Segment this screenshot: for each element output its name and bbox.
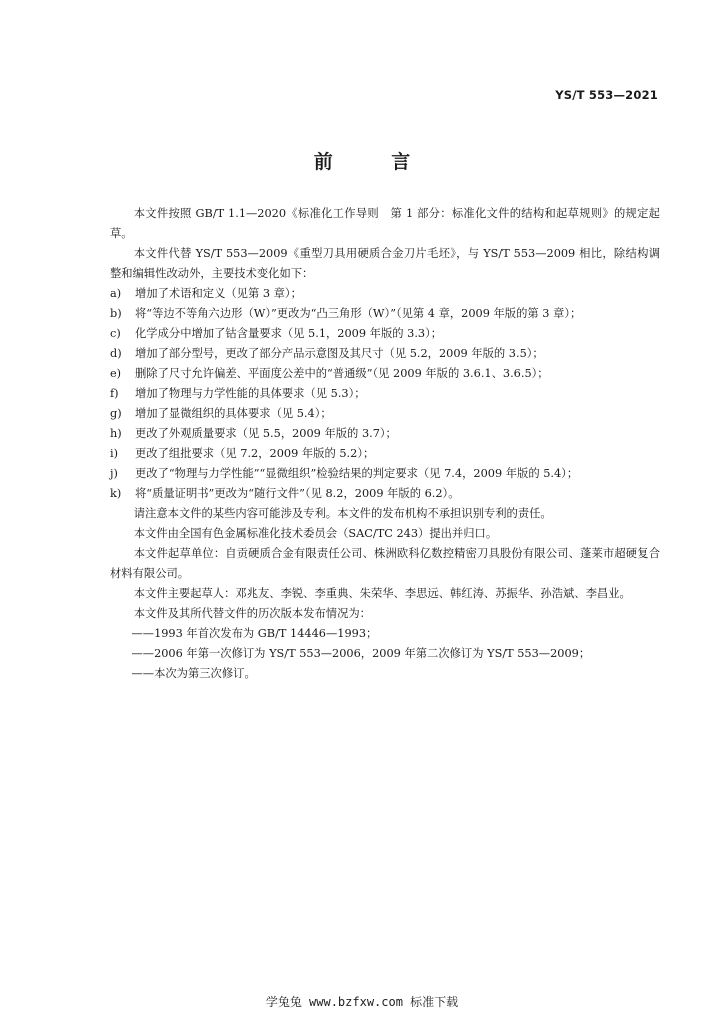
history-list — [110, 624, 660, 684]
watermark-footer: 学兔兔 www.bzfxw.com 标准下载 — [265, 995, 459, 1009]
list-item-label: j) — [110, 467, 118, 480]
history-item: ——1993 年首次发布为 GB/T 14446—1993； — [131, 627, 378, 640]
history-heading: 本文件及其所代替文件的历次版本发布情况为： — [133, 607, 371, 620]
history-item: ——本次为第三次修订。 — [131, 667, 256, 680]
list-item-text: 增加了术语和定义（见第 3 章）； — [135, 287, 302, 300]
drafters: 本文件主要起草人：邓兆友、李锐、李重典、朱荣华、李思远、韩红涛、苏振华、孙浩斌、李昌业。 — [133, 587, 631, 600]
list-item-text: 增加了物理与力学性能的具体要求（见 5.3）； — [135, 387, 366, 400]
list-item — [110, 324, 660, 344]
committee-statement: 本文件由全国有色金属标准化技术委员会（SAC/TC 243）提出并归口。 — [133, 527, 498, 540]
list-item — [110, 444, 660, 464]
list-item-text: 增加了显微组织的具体要求（见 5.4）； — [135, 407, 332, 420]
list-item-label: i) — [110, 447, 119, 460]
intro-paragraph: 本文件代替 YS/T 553—2009《重型刀具用硬质合金刀片毛坯》，与 YS/T 553—2009 相比，除结构调整和编辑性改动外，主要技术变化如下： — [110, 247, 660, 280]
document-code: YS/T 553—2021 — [555, 88, 658, 102]
list-item-label: b) — [110, 307, 122, 320]
list-item — [110, 304, 660, 324]
list-item-text: 化学成分中增加了钴含量要求（见 5.1，2009 年版的 3.3）； — [135, 327, 443, 340]
foreword-body — [110, 204, 660, 684]
patent-notice: 请注意本文件的某些内容可能涉及专利。本文件的发布机构不承担识别专利的责任。 — [133, 507, 552, 520]
intro-paragraph: 本文件按照 GB/T 1.1—2020《标准化工作导则 第 1 部分：标准化文件的结构和起草规则》的规定起草。 — [110, 207, 660, 240]
list-item-label: d) — [110, 347, 122, 360]
list-item — [110, 284, 660, 304]
list-item-text: 更改了外观质量要求（见 5.5，2009 年版的 3.7）； — [135, 427, 397, 440]
list-item-label: e) — [110, 367, 122, 380]
list-item — [110, 424, 660, 444]
list-item — [110, 404, 660, 424]
list-item-label: f) — [110, 387, 119, 400]
list-item-label: k) — [110, 487, 122, 500]
list-item — [110, 344, 660, 364]
list-item — [110, 384, 660, 404]
list-item — [110, 364, 660, 384]
list-item — [110, 484, 660, 504]
history-item: ——2006 年第一次修订为 YS/T 553—2006，2009 年第二次修订为 YS/T 553—2009； — [131, 647, 591, 660]
list-item-text: 将“质量证明书”更改为“随行文件”（见 8.2，2009 年版的 6.2）。 — [135, 487, 460, 500]
list-item-text: 增加了部分型号，更改了部分产品示意图及其尺寸（见 5.2，2009 年版的 3.5）； — [135, 347, 544, 360]
page-title: 前 言 — [313, 151, 437, 173]
list-item-label: h) — [110, 427, 122, 440]
list-item-label: c) — [110, 327, 121, 340]
list-item — [110, 464, 660, 484]
list-item-text: 删除了尺寸允许偏差、平面度公差中的“普通级”（见 2009 年版的 3.6.1、3.6.5）； — [135, 367, 549, 380]
list-item-text: 更改了“物理与力学性能”“显微组织”检验结果的判定要求（见 7.4，2009 年版的 5.4）； — [135, 467, 579, 480]
drafting-units: 本文件起草单位：自贡硬质合金有限责任公司、株洲欧科亿数控精密刀具股份有限公司、蓬莱市超硬复合材料有限公司。 — [110, 547, 660, 580]
list-item-text: 将“等边不等角六边形（W）”更改为“凸三角形（W）”（见第 4 章，2009 年版的第 3 章）； — [135, 307, 582, 320]
list-item-label: a) — [110, 287, 122, 300]
changes-list — [110, 284, 660, 504]
list-item-label: g) — [110, 407, 122, 420]
list-item-text: 更改了组批要求（见 7.2，2009 年版的 5.2）； — [135, 447, 375, 460]
